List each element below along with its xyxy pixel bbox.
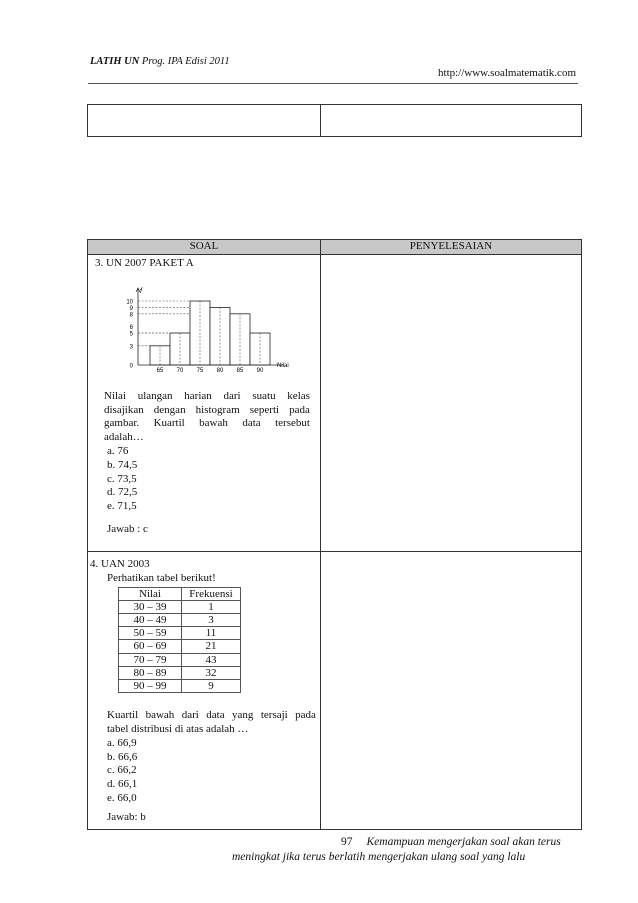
footer-line-1 [341,836,561,848]
freq-interval: 40 – 49 [119,614,182,627]
y-tick-label: 10 [126,299,133,306]
y-tick-label: 3 [129,344,133,351]
frequency-table [118,587,241,694]
x-tick-label: 75 [196,367,204,374]
table-row [119,627,241,640]
freq-interval: 30 – 39 [119,600,182,613]
previous-page-table-tail [87,104,582,137]
x-tick-label: 70 [176,367,184,374]
question-3-title: 3. UN 2007 PAKET A [95,257,194,269]
freq-interval: 70 – 79 [119,653,182,666]
table-row [119,680,241,693]
histogram-chart [88,283,308,385]
question-4-text-line-1: Kuartil bawah dari data yang tersaji pada [107,709,316,722]
site-url[interactable]: http://www.soalmatematik.com [438,67,576,79]
question-4-title: 4. UAN 2003 [90,558,150,570]
question-3-cell [88,255,321,552]
option-d: d. 66,1 [107,778,138,791]
y-tick-label: 0 [129,363,133,370]
y-tick-label: 5 [129,331,133,338]
option-c: c. 66,2 [107,764,137,777]
x-tick-label: 85 [236,367,244,374]
table-row [119,666,241,679]
question-4-intro: Perhatikan tabel berikut! [107,571,216,584]
header-divider [88,83,578,84]
option-b: b. 66,6 [107,750,138,763]
question-3-text-line-2: disajikan dengan histogram seperti pada [104,403,310,416]
freq-value: 1 [182,600,241,613]
freq-header-nilai: Nilai [119,587,182,600]
question-4-cell [88,552,321,830]
x-tick-label: 80 [216,367,224,374]
freq-value: 43 [182,653,241,666]
option-b: b. 74,5 [107,458,138,471]
empty-answer-cell [320,105,581,137]
freq-interval: 90 – 99 [119,680,182,693]
freq-value: 11 [182,627,241,640]
y-tick-label: 8 [129,312,133,319]
y-axis-label: f [140,287,142,295]
footer-motto-2: meningkat jika terus berlatih mengerjakan ulang soal yang lalu [232,851,526,863]
freq-value: 21 [182,640,241,653]
running-header [90,56,230,67]
table-row [119,600,241,613]
y-tick-label: 9 [129,305,133,312]
x-tick-label: 90 [256,367,264,374]
option-e: e. 66,0 [107,792,137,804]
question-row-4 [88,552,582,830]
question-table [87,239,582,830]
option-a: a. 76 [107,444,129,457]
x-axis-label: Nilai [277,362,289,369]
answer-3-cell [320,255,581,552]
option-e: e. 71,5 [107,500,137,513]
freq-interval: 60 – 69 [119,640,182,653]
edition-label: Prog. IPA Edisi 2011 [141,56,230,67]
question-3-text-line-4: adalah… [104,431,144,444]
freq-value: 3 [182,614,241,627]
y-tick-label: 6 [129,324,133,331]
empty-soal-cell [88,105,321,137]
question-3-text-line-1: Nilai ulangan harian dari suatu kelas [104,389,310,402]
question-row-3 [88,255,582,552]
footer-motto-1: Kemampuan mengerjakan soal akan terus [366,836,561,848]
option-c: c. 73,5 [107,472,137,485]
col-header-penyelesaian: PENYELESAIAN [320,240,581,255]
freq-interval: 50 – 59 [119,627,182,640]
table-row [119,640,241,653]
freq-value: 9 [182,680,241,693]
page-number: 97 [341,836,353,848]
question-4-text-line-2: tabel distribusi di atas adalah … [107,723,249,736]
question-4-answer: Jawab: b [107,810,146,823]
freq-value: 32 [182,666,241,679]
question-3-text-line-3: gambar. Kuartil bawah data tersebut [104,417,310,430]
option-d: d. 72,5 [107,486,138,499]
table-row [119,653,241,666]
option-a: a. 66,9 [107,736,137,749]
answer-4-cell [320,552,581,830]
freq-header-frekuensi: Frekuensi [182,587,241,600]
histogram-bar [150,346,170,365]
freq-interval: 80 – 89 [119,666,182,679]
col-header-soal: SOAL [88,240,321,255]
brand-label: LATIH UN [90,56,140,67]
x-tick-label: 65 [156,367,164,374]
question-3-answer: Jawab : c [107,522,148,535]
table-row [119,614,241,627]
